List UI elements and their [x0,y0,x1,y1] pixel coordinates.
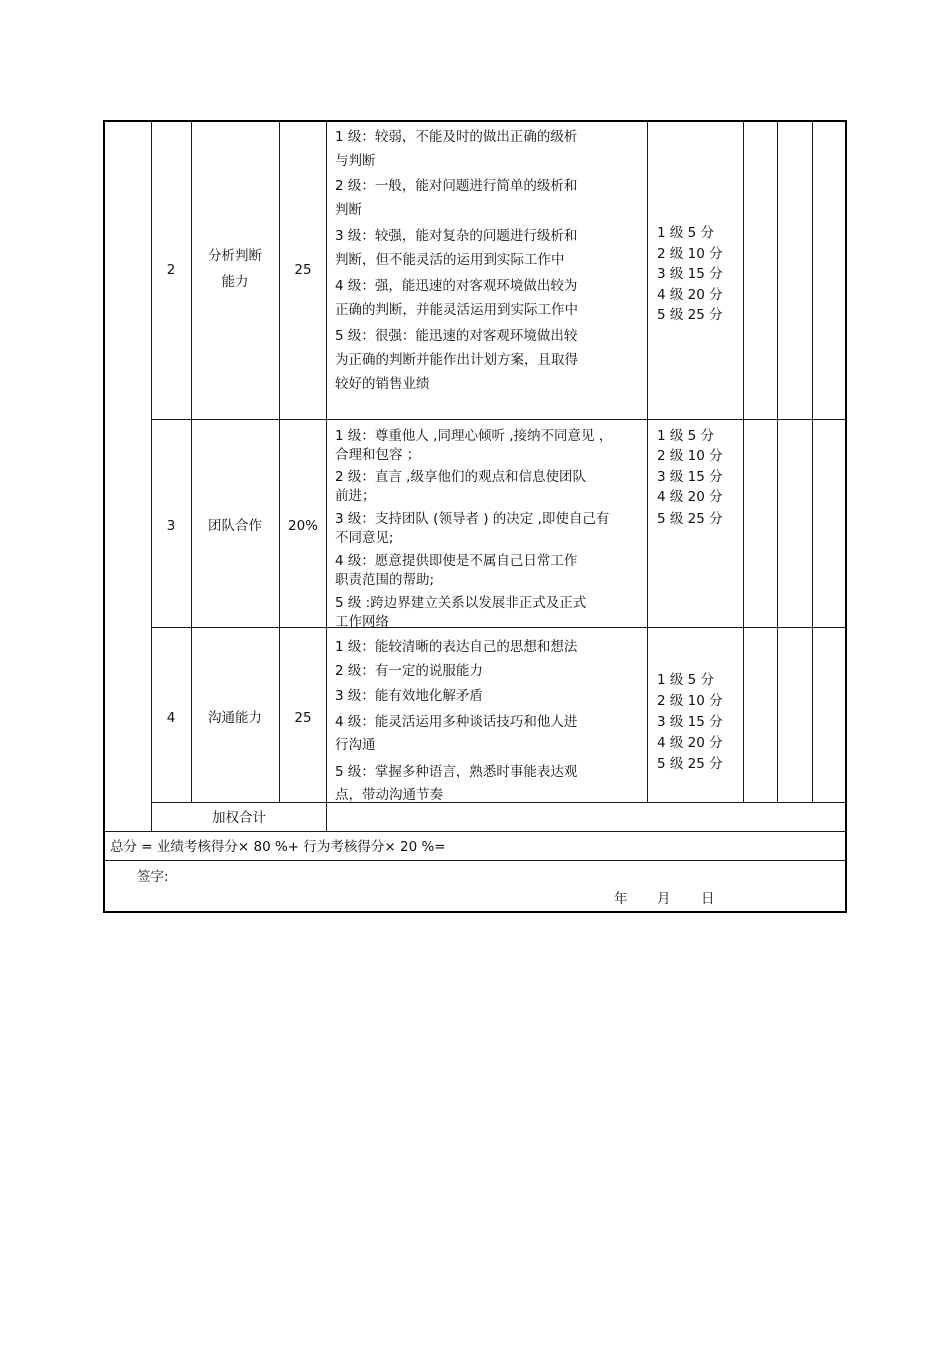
description-line: 2 级：一般，能对问题进行简单的级析和 [335,178,578,194]
criterion-weight: 25 [294,262,312,278]
row-number: 2 [166,262,176,278]
table-right-border [845,120,847,913]
score-line: 3 级 15 分 [657,469,723,485]
description-line: 判断 [335,202,362,218]
score-line: 3 级 15 分 [657,714,723,730]
criterion-name: 分析判断 [208,248,262,264]
description-line: 3 级：能有效地化解矛盾 [335,688,483,704]
score-line: 2 级 10 分 [657,448,723,464]
weighted-total-label: 加权合计 [212,810,266,826]
score-line: 2 级 10 分 [657,693,723,709]
description-line: 判断，但不能灵活的运用到实际工作中 [335,252,565,268]
score-line: 1 级 5 分 [657,428,715,444]
criterion-weight: 25 [294,710,312,726]
row-divider [103,860,845,861]
column-divider [326,120,327,831]
score-line: 5 级 25 分 [657,756,723,772]
description-line: 工作网络 [335,614,389,630]
description-line: 不同意见; [335,530,394,546]
table-top-border [103,120,847,122]
column-divider [647,120,648,802]
score-line: 1 级 5 分 [657,225,715,241]
description-line: 正确的判断，并能灵活运用到实际工作中 [335,302,578,318]
total-score-formula: 总分 = 业绩考核得分× 80 %+ 行为考核得分× 20 %= [110,839,446,855]
criterion-name: 沟通能力 [208,710,262,726]
row-number: 4 [166,710,176,726]
score-line: 5 级 25 分 [657,511,723,527]
row-number: 3 [166,518,176,534]
criterion-name-line2: 能力 [221,274,249,290]
description-line: 前进； [335,488,376,504]
description-line: 职责范围的帮助; [335,572,435,588]
description-line: 2 级：直言 ,级享他们的观点和信息使团队 [335,469,586,485]
table-left-border [103,120,105,913]
description-line: 5 级 :跨边界建立关系以发展非正式及正式 [335,595,587,611]
description-line: 行沟通 [335,737,376,753]
score-line: 1 级 5 分 [657,672,715,688]
description-line: 1 级：尊重他人 ,同理心倾听 ,接纳不同意见 ， [335,428,613,444]
description-line: 3 级：支持团队 (领导者 ) 的决定 ,即使自己有 [335,511,610,527]
description-line: 4 级：强，能迅速的对客观环境做出较为 [335,278,578,294]
description-line: 合理和包容 ； [335,447,421,463]
date-month: 月 [657,891,671,907]
row-divider [151,802,847,803]
column-divider [812,120,813,802]
description-line: 1 级：较弱，不能及时的做出正确的级析 [335,129,578,145]
description-line: 4 级：愿意提供即使是不属自己日常工作 [335,553,578,569]
criterion-weight: 20% [287,518,318,534]
column-divider [191,120,192,802]
table-bottom-border [103,911,847,913]
signature-label: 签字: [137,869,169,885]
row-divider [103,831,845,832]
description-line: 1 级：能较清晰的表达自己的思想和想法 [335,639,578,655]
score-line: 4 级 20 分 [657,287,723,303]
column-divider [743,120,744,802]
date-year: 年 [614,891,628,907]
score-line: 4 级 20 分 [657,489,723,505]
score-line: 5 级 25 分 [657,307,723,323]
description-line: 较好的销售业绩 [335,376,430,392]
description-line: 5 级：很强：能迅速的对客观环境做出较 [335,328,578,344]
description-line: 点，带动沟通节奏 [335,787,443,803]
description-line: 3 级：较强，能对复杂的问题进行级析和 [335,228,578,244]
description-line: 为正确的判断并能作出计划方案，且取得 [335,352,578,368]
score-line: 2 级 10 分 [657,246,723,262]
date-day: 日 [701,891,715,907]
score-line: 3 级 15 分 [657,266,723,282]
description-line: 4 级：能灵活运用多种谈话技巧和他人进 [335,714,578,730]
column-divider [279,120,280,802]
score-line: 4 级 20 分 [657,735,723,751]
description-line: 2 级：有一定的说服能力 [335,663,483,679]
description-line: 与判断 [335,153,376,169]
column-divider [777,120,778,802]
description-line: 5 级：掌握多种语言，熟悉时事能表达观 [335,764,578,780]
criterion-name: 团队合作 [208,518,262,534]
